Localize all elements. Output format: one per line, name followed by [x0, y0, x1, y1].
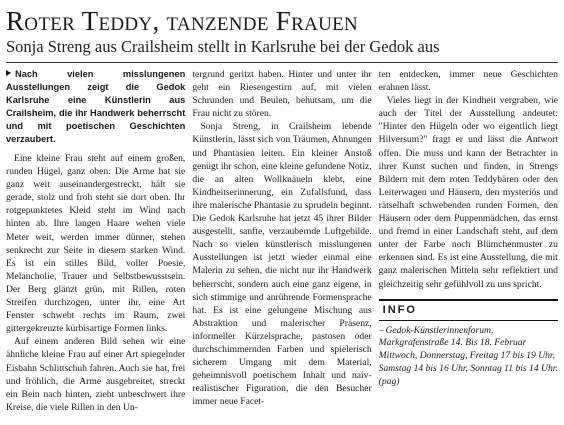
info-text: [379, 325, 558, 389]
body-paragraph: Eine kleine Frau steht auf einem großen, runden Hügel, ganz oben. Die Arme hat sie ganz weit auseinandergestreckt, hält sie gerade, stolz und froh steht sie dort oben. Ihr rotgepunktetes Kleid steht im Wind nach hinten ab. Ihre langen Haare wehen viele Meter weit, werden immer dünner, stehen senkrecht zur Seite in diesem starken Wind. Es ist ein stilles Bild, voller Poesie, Melancholie, Trauer und Selbstbewusstsein. Der Berg glänzt grün, mit Rillen, roten Streifen durchzogen, unter ihr, eine Art Fenster schwebt rechts im Raum, zwei gittergekreuzte kürbisartige Formen links.: [6, 153, 186, 335]
subheadline: Sonja Streng aus Crailsheim stellt in Karlsruhe bei der Gedok aus: [6, 37, 440, 56]
triangle-bullet-icon: [6, 70, 11, 76]
divider: [6, 62, 558, 63]
body-paragraph: Vieles liegt in der Kindheit vergraben, wie auch der Titel der Ausstellung andeutet: "Hinter den Hügeln oder wo eigentlich liegt Hilversum?" fragt er und lässt die Antwort offen. Die muss und kann der Betrachter in ihrer Kunst suchen und finden, in Strengs Bildern mit dem roten Teddybären oder den Leiterwagen und Häusern, den mysteriös und rätselhaft schwebenden runden Formen, den Häusern oder dem Puppenmädchen, das ernst und fremd in einer Landschaft steht, auf dem unter der Farbe noch Blümchenmuster zu erkennen sind. Es ist eine Ausstellung, die mit ganz malerischen Mitteln sehr reflektiert und gleichzeitig sehr gefühlvoll zu uns spricht.: [378, 95, 558, 290]
body-paragraph: tergrund geritzt haben. Hinter und unter ihr geht ein Riesengestirn auf, mit vielen Schrunden und Beulen, behutsam, um die Frau nicht zu stören.: [192, 69, 372, 120]
body-paragraph: ten entdecken, immer neue Geschichten erahnen lässt.: [378, 69, 558, 94]
info-title: INFO: [379, 299, 558, 321]
body-paragraph: Auf einem anderen Bild sehen wir eine ähnliche kleine Frau auf einer Art spiegelnder Eisbahn Schlittschuh fahren. Auch sie hat, frei und fröhlich, die Arme ausgebreitet, streckt ein Bein nach hinten, zieht unbeschwert ihre Kreise, die viele Rillen in den Un-: [6, 336, 186, 413]
column-3: [379, 68, 558, 420]
info-details: Gedok-Künstlerinnenforum, Markgrafenstraße 14. Bis 18. Februar Mittwoch, Donnerstag, Freitag 17 bis 19 Uhr, Samstag 14 bis 16 Uhr, Sonntag 11 bis 14 Uhr. (pag): [378, 324, 558, 387]
lead-text: Nach vielen misslungenen Ausstellungen zeigt die Gedok Karlsruhe eine Künstlerin aus Crailsheim, die ihr Handwerk beherrscht und mit poetischen Geschichten verzaubert.: [6, 69, 186, 144]
body-paragraph: Sonja Streng, in Crailsheim lebende Künstlerin, lässt sich von Träumen, Ahnungen und Phantasien leiten. Ein kleiner Anstoß genügt ihr schon, eine kleine gefundene Notiz, die an alten Wollknäueln klebt, eine Kindheitserinnerung, ein Zufallsfund, dass ihre malerische Phantasie zu sprudeln beginnt. Die Gedok Karlsruhe hat jetzt 45 ihrer Bilder ausgestellt, sanfte, verzaubernde Luftgebilde. Nach so vielen künstlerisch misslungenen Ausstellungen ist jetzt wieder einmal eine Malerin zu sehen, die nicht nur ihr Handwerk beherrscht, sondern auch eine ganz eigene, in sich stimmige und anrührende Formensprache hat. Es ist eine gelungene Mischung aus Abstraktion und malerischer Präsenz, informeller Kürzelsprache, pastosen oder durchschimmernden Farben und spielerisch sicherem Umgang mit dem Material, geheimnisvoll poetischem Inhalt und naiv-realistischer Figuration, die den Besucher immer neue Facet-: [192, 121, 372, 408]
headline: Roter Teddy, tanzende Frauen: [6, 6, 359, 36]
dash-bullet-icon: –: [378, 324, 384, 336]
column-1: [6, 68, 185, 420]
lead-paragraph: [6, 68, 185, 146]
column-2: [192, 68, 371, 420]
info-box: [379, 299, 558, 389]
article-body: [6, 68, 558, 420]
